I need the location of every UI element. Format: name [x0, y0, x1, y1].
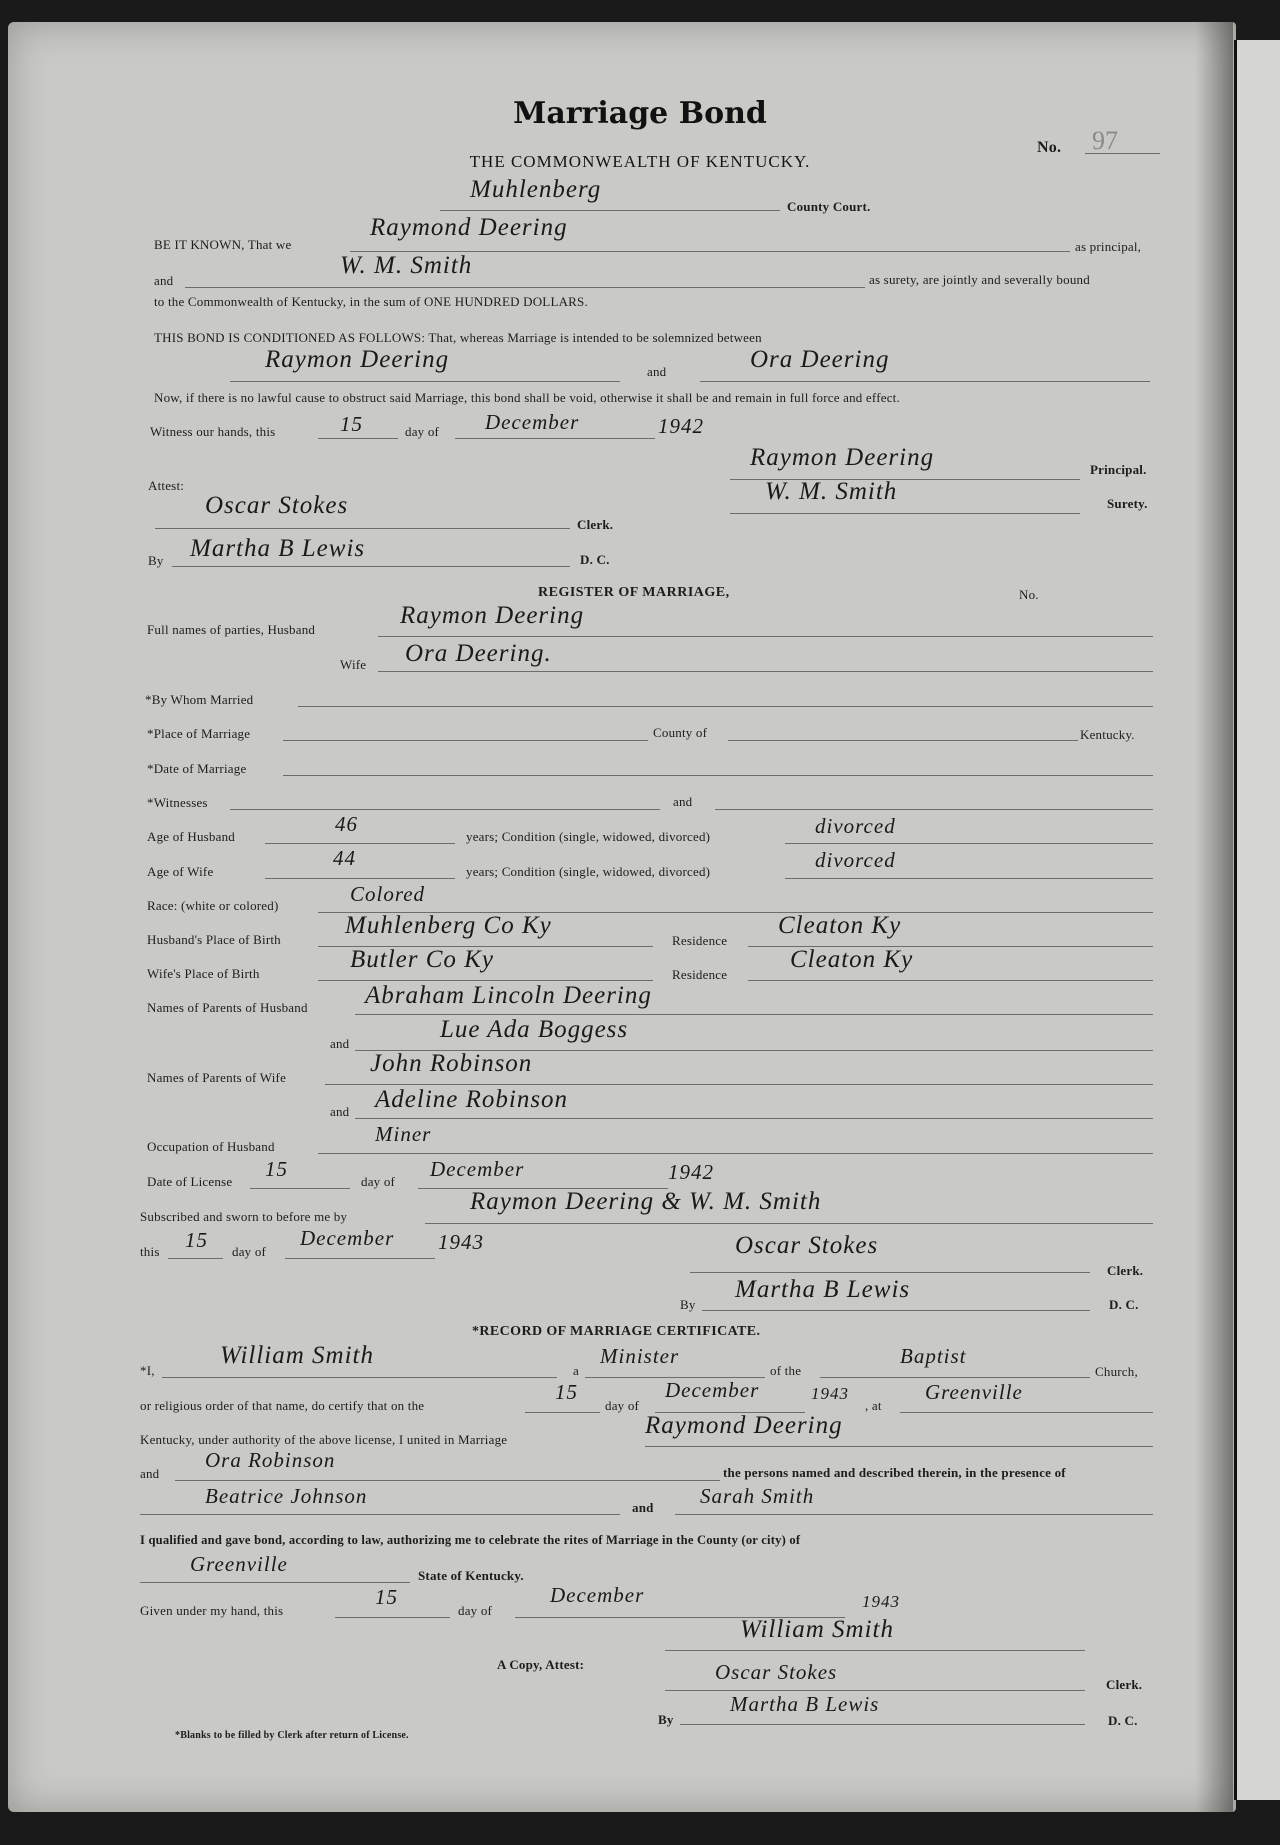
by-whom-label: *By Whom Married [145, 692, 254, 707]
principal-label: Principal. [1090, 462, 1147, 477]
day-of-label: day of [405, 424, 440, 439]
and2-label: and [647, 364, 667, 379]
kentucky-label: Kentucky. [1080, 727, 1135, 742]
condition-wife-handwritten: divorced [815, 848, 896, 872]
as-principal-label: as principal, [1075, 239, 1142, 254]
church-handwritten: Baptist [900, 1344, 967, 1368]
license-month-handwritten: December [430, 1157, 525, 1181]
be-it-known-label: BE IT KNOWN, That we [154, 237, 292, 252]
husband-father-handwritten: Abraham Lincoln Deering [365, 982, 652, 1009]
date-label: *Date of Marriage [147, 761, 247, 776]
minister-signature: William Smith [740, 1616, 894, 1643]
minister-name-handwritten: William Smith [220, 1342, 374, 1369]
principal-name-handwritten: Raymond Deering [370, 214, 568, 241]
adjacent-page-edge [1234, 40, 1280, 1800]
witnesses-label: *Witnesses [147, 795, 208, 810]
register-title: REGISTER OF MARRIAGE, [538, 585, 730, 600]
witness-year-handwritten: 1942 [658, 414, 704, 438]
sworn-day-of-label: day of [232, 1244, 267, 1259]
wife-name-handwritten: Ora Deering. [405, 640, 552, 667]
bride-name-handwritten: Ora Robinson [205, 1448, 336, 1472]
husband-name-handwritten: Raymon Deering [400, 602, 585, 629]
condition-husband-handwritten: divorced [815, 814, 896, 838]
clerk-signature: Oscar Stokes [205, 492, 349, 519]
cert-and2-label: and [632, 1500, 654, 1515]
wife-mother-handwritten: Adeline Robinson [375, 1086, 569, 1113]
register-no-label: No. [1019, 587, 1039, 602]
occupation-handwritten: Miner [375, 1122, 432, 1146]
witness-month-handwritten: December [485, 410, 580, 434]
husband-birthplace-label: Husband's Place of Birth [147, 932, 281, 947]
cert-year-handwritten: 1943 [811, 1384, 849, 1403]
cert-a-label: a [573, 1363, 579, 1378]
given-label: Given under my hand, this [140, 1603, 284, 1618]
groom-name-handwritten: Raymond Deering [645, 1412, 843, 1439]
subscribed-names-handwritten: Raymon Deering & W. M. Smith [470, 1188, 822, 1215]
race-label: Race: (white or colored) [147, 898, 279, 913]
wife-birthplace-handwritten: Butler Co Ky [350, 946, 494, 973]
subscribed-label: Subscribed and sworn to before me by [140, 1209, 348, 1224]
sworn-year-handwritten: 1943 [438, 1230, 484, 1254]
years-condition-wife-label: years; Condition (single, widowed, divorced) [466, 864, 711, 879]
age-husband-handwritten: 46 [335, 812, 358, 836]
husband-label: Full names of parties, Husband [147, 622, 316, 637]
register-dc-label: D. C. [1109, 1297, 1139, 1312]
principal-signature: Raymon Deering [750, 444, 935, 471]
copy-dc-label: D. C. [1108, 1713, 1138, 1728]
witness-day-handwritten: 15 [340, 412, 363, 436]
given-month-handwritten: December [550, 1583, 645, 1607]
deputy-clerk-signature: Martha B Lewis [190, 535, 366, 562]
church-label: Church, [1095, 1364, 1138, 1379]
county-of-label: County of [653, 725, 708, 740]
party1-handwritten: Raymon Deering [265, 346, 450, 373]
age-wife-label: Age of Wife [147, 864, 214, 879]
license-year-handwritten: 1942 [668, 1160, 714, 1184]
copy-by-label: By [658, 1712, 674, 1727]
register-clerk-signature: Oscar Stokes [735, 1232, 879, 1259]
witness2-handwritten: Sarah Smith [700, 1484, 815, 1508]
kentucky-text: Kentucky, under authority of the above license, I united in Marriage [140, 1432, 508, 1447]
given-day-handwritten: 15 [375, 1585, 398, 1609]
age-wife-handwritten: 44 [333, 846, 356, 870]
by-label: By [148, 553, 164, 568]
minister-title-handwritten: Minister [600, 1344, 680, 1368]
document-subtitle: THE COMMONWEALTH OF KENTUCKY. [469, 152, 811, 171]
cert-of-the-label: of the [770, 1363, 802, 1378]
attest-label: Attest: [148, 478, 185, 493]
county-court-label: County Court. [787, 199, 871, 214]
register-clerk-label: Clerk. [1107, 1263, 1144, 1278]
this-label: this [140, 1244, 160, 1259]
wife-birthplace-label: Wife's Place of Birth [147, 966, 260, 981]
copy-dc-signature: Martha B Lewis [730, 1692, 880, 1716]
certificate-title: *RECORD OF MARRIAGE CERTIFICATE. [472, 1324, 761, 1339]
parents-wife-and-label: and [330, 1104, 350, 1119]
cert-month-handwritten: December [665, 1378, 760, 1402]
given-day-of-label: day of [458, 1603, 493, 1618]
cert-day-handwritten: 15 [555, 1380, 578, 1404]
license-day-handwritten: 15 [265, 1157, 288, 1181]
copy-clerk-signature: Oscar Stokes [715, 1660, 838, 1684]
sum-text: to the Commonwealth of Kentucky, in the sum of ONE HUNDRED DOLLARS. [154, 294, 588, 309]
cert-day-of-label: day of [605, 1398, 640, 1413]
book-spine-shadow [1195, 22, 1233, 1812]
witness1-handwritten: Beatrice Johnson [205, 1484, 368, 1508]
given-year-handwritten: 1943 [862, 1592, 900, 1611]
husband-birthplace-handwritten: Muhlenberg Co Ky [345, 912, 552, 939]
license-date-label: Date of License [147, 1174, 233, 1189]
parents-husband-and-label: and [330, 1036, 350, 1051]
clerk-label: Clerk. [577, 517, 614, 532]
witness-label: Witness our hands, this [150, 424, 276, 439]
race-handwritten: Colored [350, 882, 426, 906]
lawful-text: Now, if there is no lawful cause to obstruct said Marriage, this bond shall be void, otherwise it shall be and remain in full force and effect. [154, 390, 900, 405]
county-handwritten: Muhlenberg [470, 176, 602, 203]
husband-residence-label: Residence [672, 933, 728, 948]
parents-husband-label: Names of Parents of Husband [147, 1000, 308, 1015]
as-surety-label: as surety, are jointly and severally bound [869, 272, 1090, 287]
presence-text: the persons named and described therein, in the presence of [723, 1465, 1066, 1480]
wife-label: Wife [340, 657, 367, 672]
license-day-of-label: day of [361, 1174, 396, 1189]
sworn-month-handwritten: December [300, 1226, 395, 1250]
surety-label: Surety. [1107, 496, 1148, 511]
register-by-label: By [680, 1297, 696, 1312]
husband-mother-handwritten: Lue Ada Boggess [440, 1016, 629, 1043]
qualified-text: I qualified and gave bond, according to law, authorizing me to celebrate the rites of Marriage in the County (or city) of [140, 1533, 801, 1547]
state-label: State of Kentucky. [418, 1568, 524, 1583]
copy-clerk-label: Clerk. [1106, 1677, 1143, 1692]
conditioned-text: THIS BOND IS CONDITIONED AS FOLLOWS: That, whereas Marriage is intended to be solemnized between [154, 330, 762, 345]
party2-handwritten: Ora Deering [750, 346, 890, 373]
copy-attest-label: A Copy, Attest: [497, 1657, 585, 1672]
surety-signature: W. M. Smith [765, 478, 898, 505]
age-husband-label: Age of Husband [147, 829, 236, 844]
cert-i-label: *I, [140, 1363, 155, 1378]
register-dc-signature: Martha B Lewis [735, 1276, 911, 1303]
footnote: *Blanks to be filled by Clerk after return of License. [175, 1730, 409, 1741]
bond-number-label: No. [1037, 139, 1062, 156]
order-text: or religious order of that name, do certify that on the [140, 1398, 425, 1413]
parents-wife-label: Names of Parents of Wife [147, 1070, 287, 1085]
and-label: and [154, 273, 174, 288]
cert-place-handwritten: Greenville [925, 1380, 1023, 1404]
occupation-label: Occupation of Husband [147, 1139, 275, 1154]
wife-father-handwritten: John Robinson [370, 1050, 533, 1077]
surety-name-handwritten: W. M. Smith [340, 252, 473, 279]
husband-residence-handwritten: Cleaton Ky [778, 912, 902, 939]
cert-county-handwritten: Greenville [190, 1552, 288, 1576]
document-title: Marriage Bond [513, 96, 767, 131]
dc-label: D. C. [580, 552, 610, 567]
place-label: *Place of Marriage [147, 726, 251, 741]
cert-and-label: and [140, 1466, 160, 1481]
wife-residence-label: Residence [672, 967, 728, 982]
witnesses-and-label: and [673, 794, 693, 809]
bond-number: 97 [1092, 126, 1118, 155]
wife-residence-handwritten: Cleaton Ky [790, 946, 914, 973]
cert-at-label: , at [865, 1398, 882, 1413]
sworn-day-handwritten: 15 [185, 1228, 208, 1252]
years-condition-label: years; Condition (single, widowed, divorced) [466, 829, 711, 844]
